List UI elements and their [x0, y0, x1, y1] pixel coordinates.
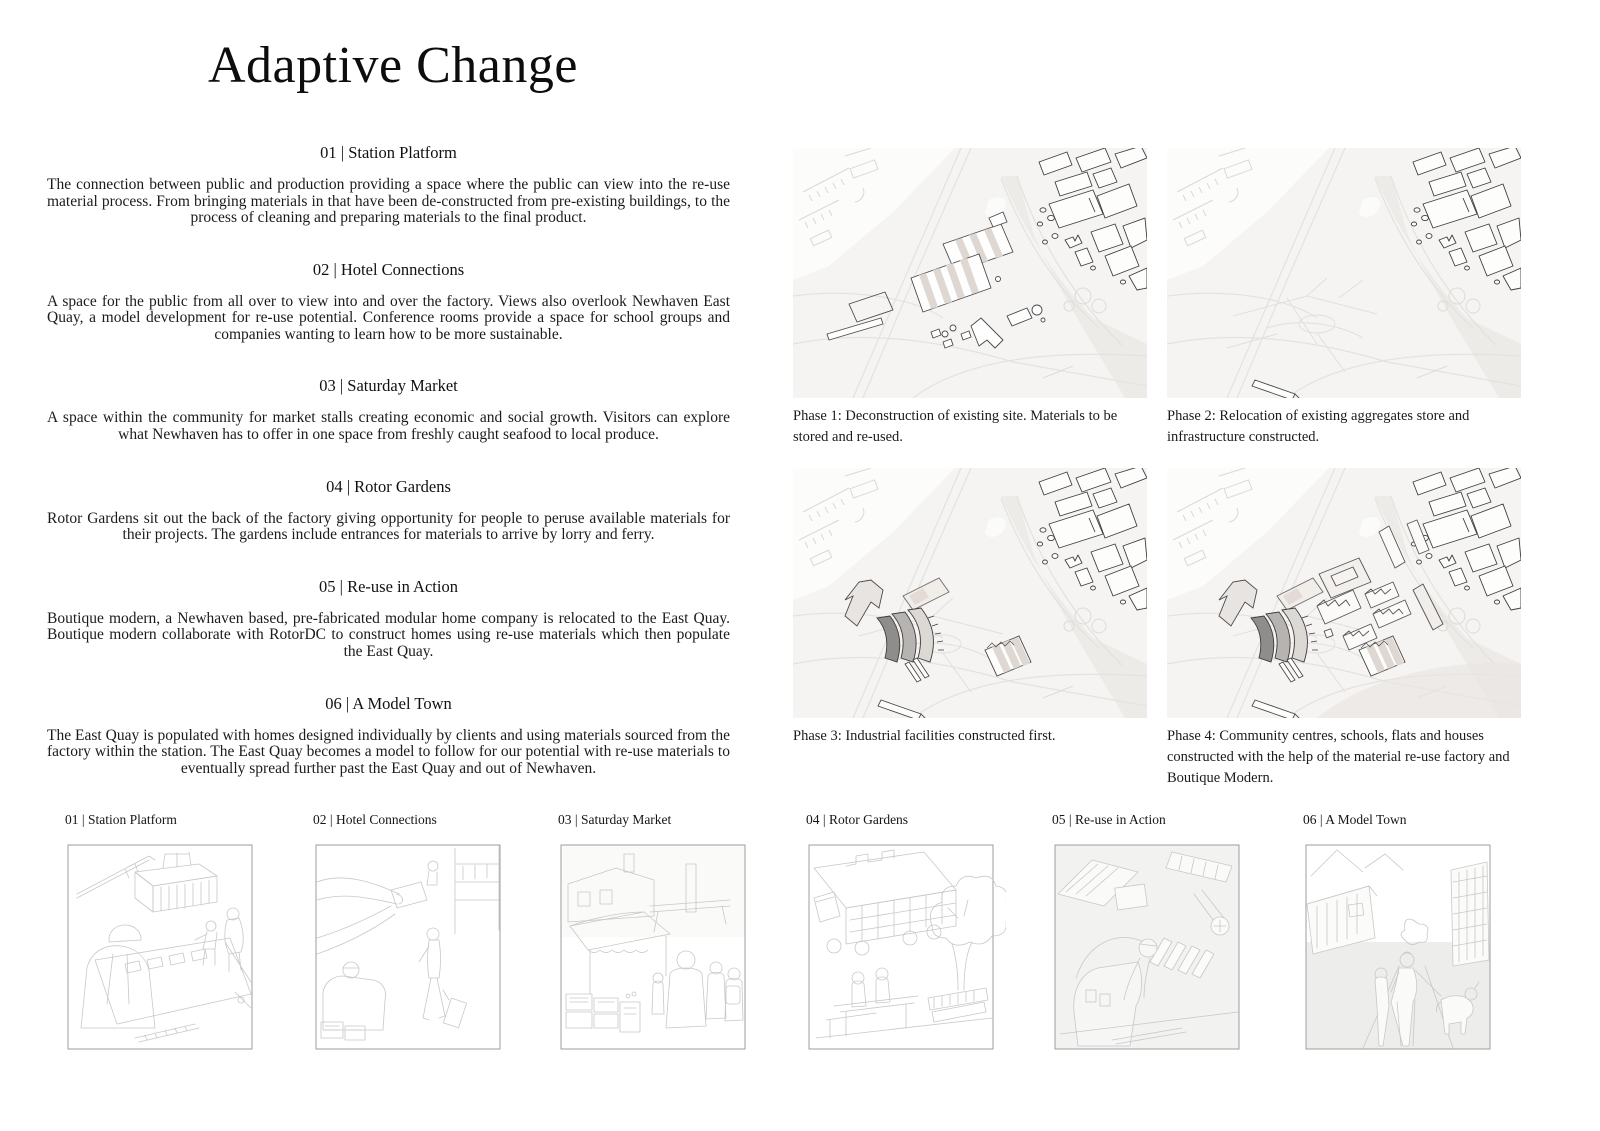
section-saturday-market: [47, 376, 730, 443]
worker-assembling-panels-sketch: [1052, 842, 1252, 1056]
thumbnail-hotel-connections: [313, 812, 518, 1056]
phase-3-caption: Phase 3: Industrial facilities constructed first.: [793, 728, 1056, 744]
section-body: A space within the community for market stalls creating economic and social growth. Visitors can explore what Newhaven has to offer in one space from freshly caught seafood to local produce.: [47, 409, 730, 444]
site-plan-phase-2: [1167, 148, 1521, 398]
thumbnail-station-platform: [65, 812, 270, 1056]
phase-4-figure: [1167, 468, 1521, 789]
site-plan-phase-4: [1167, 468, 1521, 718]
narrative-column: [47, 143, 730, 810]
site-plan-phase-1: [793, 148, 1147, 398]
thumbnail-rotor-gardens: [806, 812, 1011, 1056]
handover-travellers-sketch: [313, 842, 513, 1056]
thumbnail-label: 05 | Re-use in Action: [1052, 812, 1166, 827]
thumbnail-label: 06 | A Model Town: [1303, 812, 1407, 827]
section-heading: 01 | Station Platform: [320, 143, 457, 162]
thumbnail-a-model-town: [1303, 812, 1508, 1056]
section-heading: 04 | Rotor Gardens: [326, 476, 451, 496]
phase-2-figure: [1167, 148, 1521, 448]
section-rotor-gardens: [47, 477, 730, 544]
thumbnail-label: 01 | Station Platform: [65, 812, 177, 827]
thumbnail-label: 03 | Saturday Market: [558, 812, 672, 827]
section-body: The East Quay is populated with homes designed individually by clients and using materials sourced from the factory within the station. The East Quay becomes a model to follow for our potential with re-use materials to eventually spread further past the East Quay and out of Newhaven.: [47, 726, 730, 777]
market-stall-crowd-sketch: [558, 842, 758, 1056]
section-body: Rotor Gardens sit out the back of the factory giving opportunity for people to peruse available materials for their projects. The gardens include entrances for materials to arrive by lorry and ferry.: [47, 509, 730, 544]
materials-lorry-garden-sketch: [806, 842, 1006, 1056]
phase-1-figure: [793, 148, 1147, 448]
section-reuse-in-action: [47, 577, 730, 661]
section-body: Boutique modern, a Newhaven based, pre-fabricated modular home company is relocated to the East Quay. Boutique modern collaborate with RotorDC to construct homes using re-use materials which then populate the East Quay.: [47, 609, 730, 660]
section-heading: 02 | Hotel Connections: [312, 259, 465, 279]
phase-2-caption: Phase 2: Relocation of existing aggregates store and infrastructure constructed.: [1167, 408, 1470, 446]
thumbnail-label: 02 | Hotel Connections: [313, 812, 437, 827]
site-plan-phase-3: [793, 468, 1147, 718]
section-heading: 06 | A Model Town: [325, 693, 452, 713]
thumbnail-reuse-in-action: [1052, 812, 1257, 1056]
thumbnail-label: 04 | Rotor Gardens: [806, 812, 909, 827]
section-heading: 03 | Saturday Market: [319, 376, 458, 396]
section-station-platform: [47, 143, 730, 227]
section-a-model-town: [47, 694, 730, 778]
section-body: The connection between public and production providing a space where the public can view into the re-use material process. From bringing materials in that have been de-constructed from pre-existing buildings, to the process of cleaning and preparing materials to the final product.: [47, 176, 730, 227]
section-hotel-connections: [47, 260, 730, 344]
thumbnail-saturday-market: [558, 812, 763, 1056]
page-title: Adaptive Change: [208, 37, 578, 94]
phase-1-caption: Phase 1: Deconstruction of existing site. Materials to be stored and re-used.: [793, 408, 1118, 446]
phase-4-caption: Phase 4: Community centres, schools, flats and houses constructed with the help of the material re-use factory and Boutique Modern.: [1167, 728, 1510, 787]
section-heading: 05 | Re-use in Action: [319, 576, 458, 596]
phase-3-figure: [793, 468, 1147, 747]
crane-container-train-sketch: [65, 842, 265, 1056]
section-body: A space for the public from all over to view into and over the factory. Views also overlook Newhaven East Quay, a model development for re-use potential. Conference rooms provide a space for school groups and companies wanting to learn how to be more sustainable.: [47, 292, 730, 343]
street-family-dog-sketch: [1303, 842, 1503, 1056]
